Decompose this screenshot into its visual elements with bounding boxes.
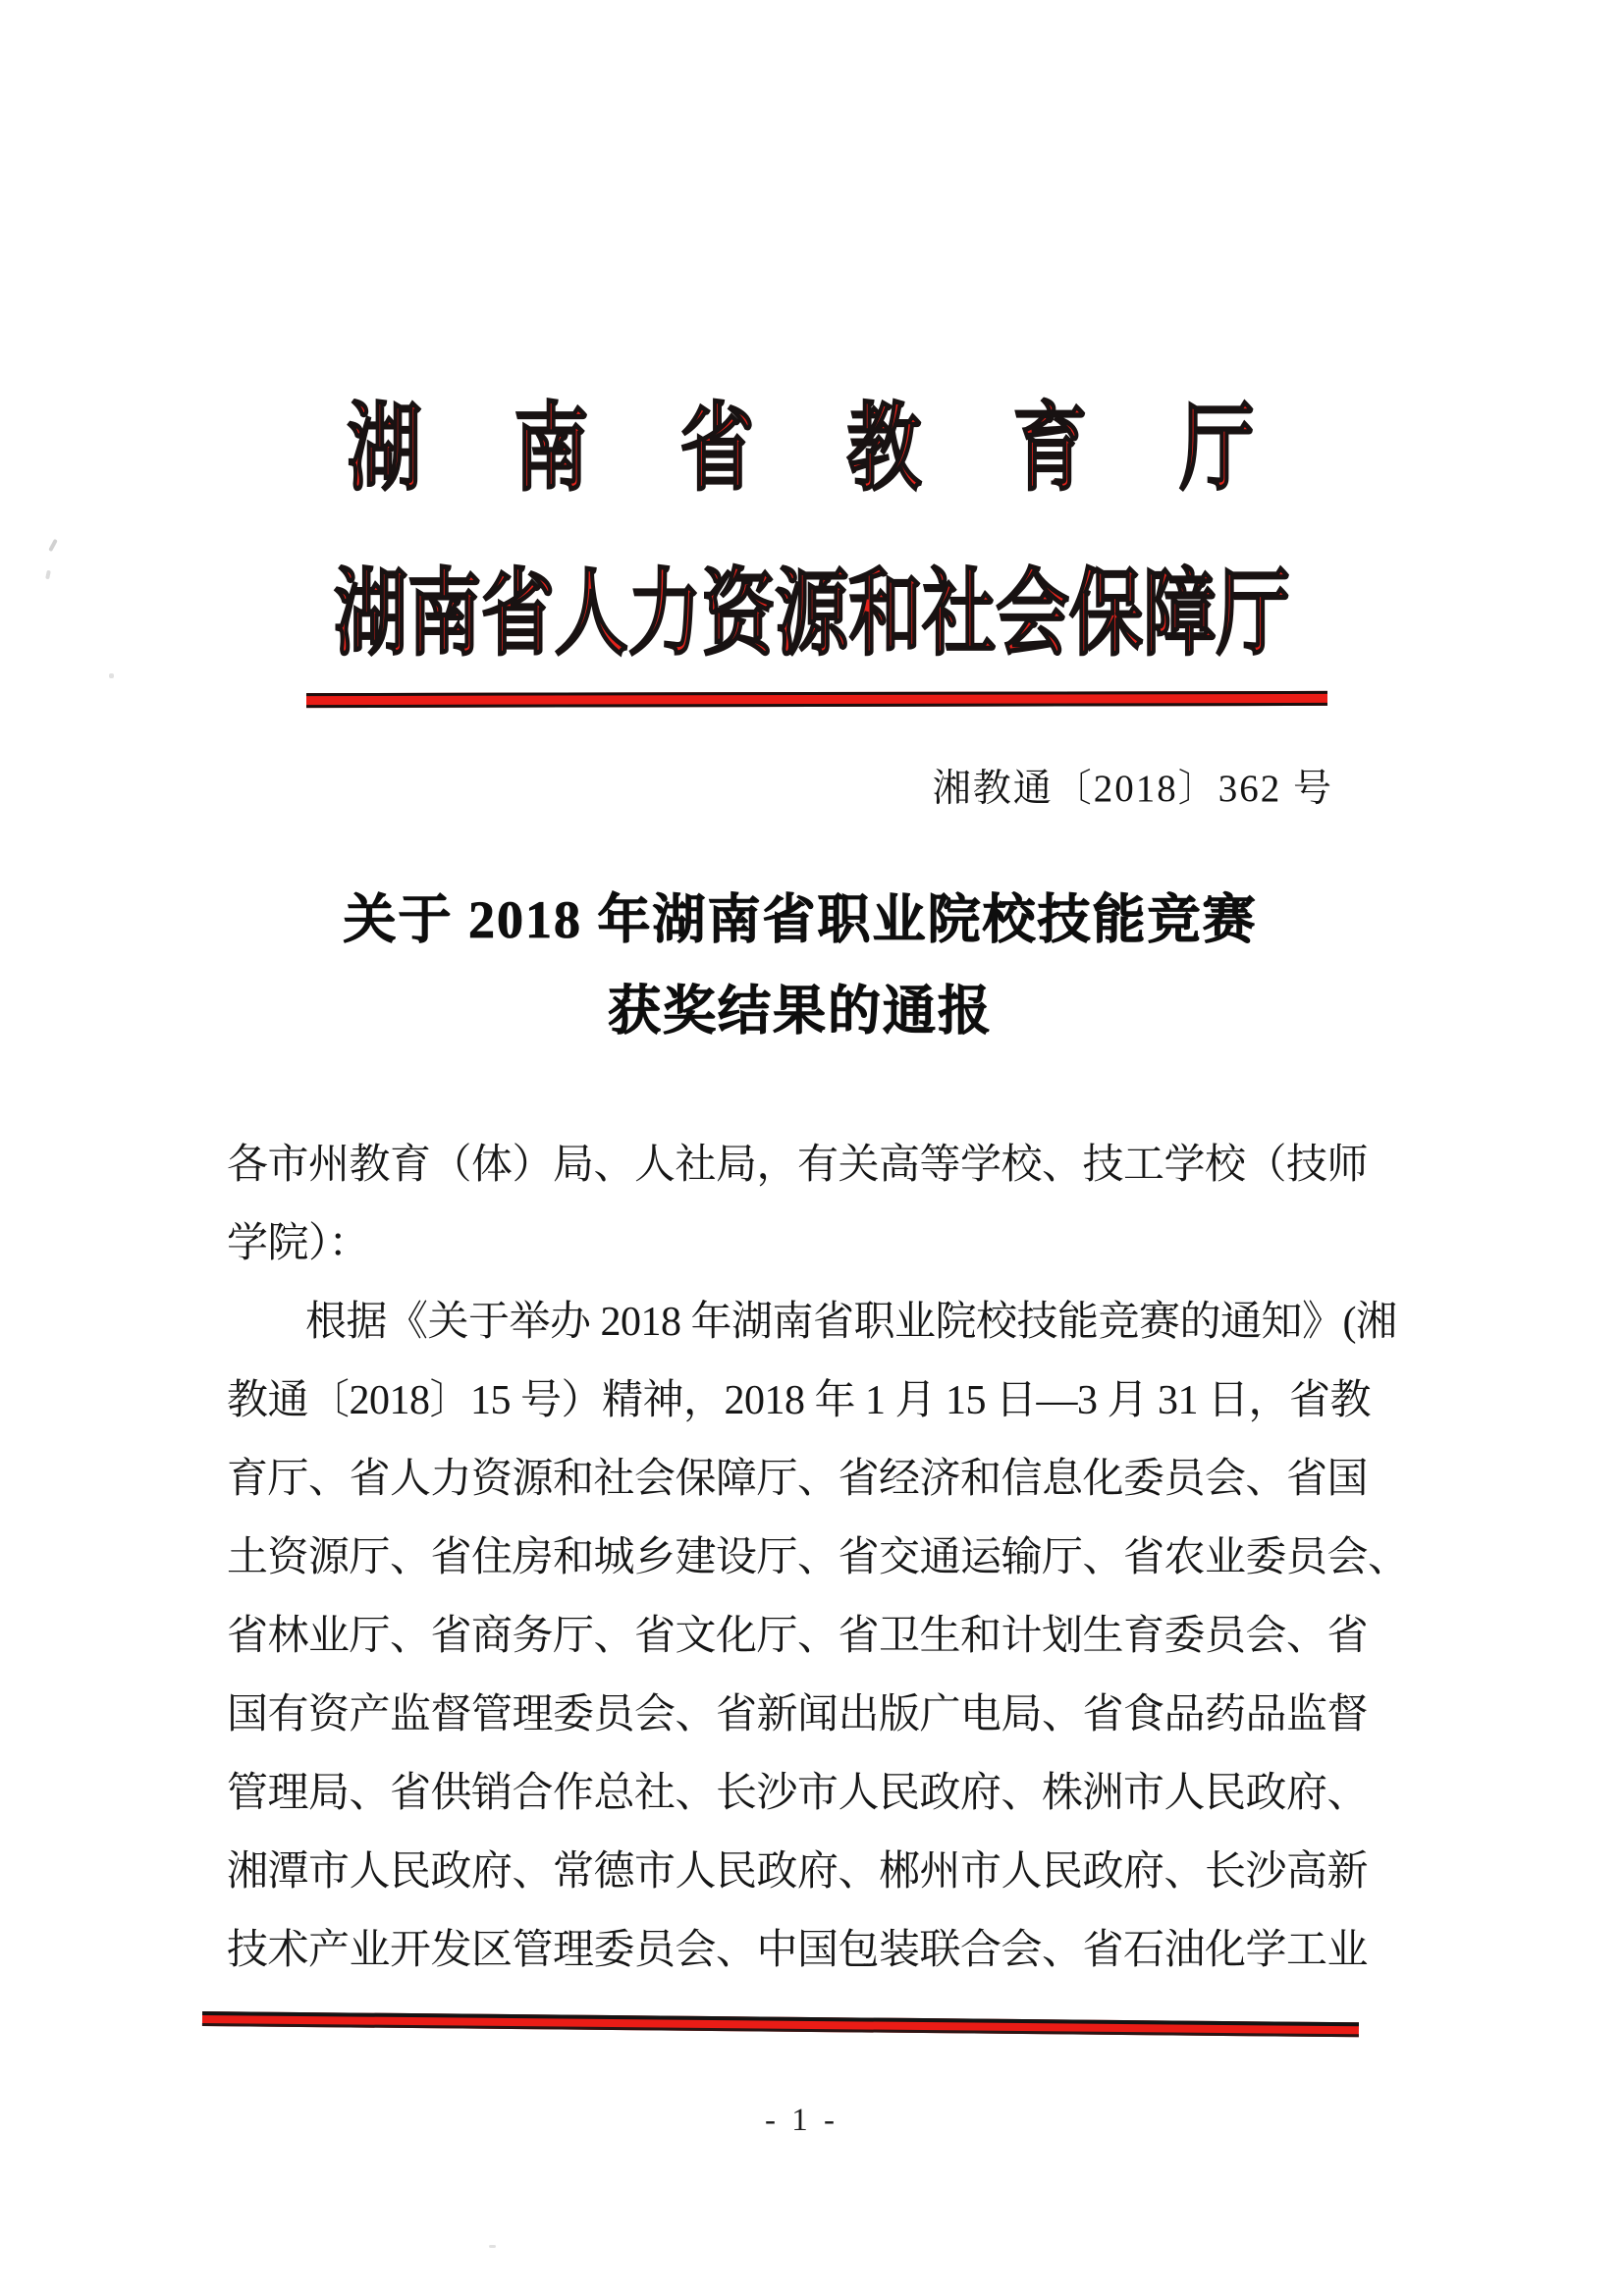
letterhead-org-line2: 湖南省人力资源和社会保障厅 [333,561,1290,667]
letterhead-char: 省 [679,397,755,502]
red-separator-top [306,691,1327,708]
notice-title-line1: 关于 2018 年湖南省职业院校技能竞赛 [343,890,1258,949]
scan-artifact [45,570,51,580]
body-line: 国有资产监督管理委员会、省新闻出版广电局、省食品药品监督 [227,1692,1369,1737]
body-line: 技术产业开发区管理委员会、中国包装联合会、省石油化学工业 [227,1928,1369,1973]
body-line: 省林业厅、省商务厅、省文化厅、省卫生和计划生育委员会、省 [227,1614,1369,1659]
body-line: 教通〔2018〕15 号）精神，2018 年 1 月 15 日—3 月 31 日，省教 [227,1378,1372,1423]
body-line: 土资源厅、省住房和城乡建设厅、省交通运输厅、省农业委员会、 [227,1535,1409,1580]
body-line: 学院）： [227,1221,370,1266]
body-line: 管理局、省供销合作总社、长沙市人民政府、株洲市人民政府、 [227,1771,1369,1816]
letterhead-char: 育 [1013,397,1088,502]
body-line: 湘潭市人民政府、常德市人民政府、郴州市人民政府、长沙高新 [227,1849,1369,1895]
page-number: - 1 - [765,2103,839,2138]
letterhead-org-line1 [337,399,1265,507]
doc-number: 湘教通〔2018〕362 号 [932,768,1333,810]
scan-artifact [109,673,114,678]
letterhead-char: 湖 [347,397,422,502]
letterhead-char: 南 [514,397,588,502]
body-line: 根据《关于举办 2018 年湖南省职业院校技能竞赛的通知》(湘 [305,1300,1397,1345]
body-line: 各市州教育（体）局、人社局，有关高等学校、技工学校（技师 [227,1143,1369,1188]
red-separator-bottom [202,2011,1359,2037]
scan-artifact [48,539,58,552]
body-line: 育厅、省人力资源和社会保障厅、省经济和信息化委员会、省国 [227,1457,1369,1502]
notice-title-line2: 获奖结果的通报 [608,982,993,1041]
letterhead-char: 厅 [1179,397,1255,502]
body-text [227,1126,1409,1990]
notice-title [226,875,1375,1057]
scan-artifact [489,2245,496,2248]
letterhead-char: 教 [846,397,922,502]
